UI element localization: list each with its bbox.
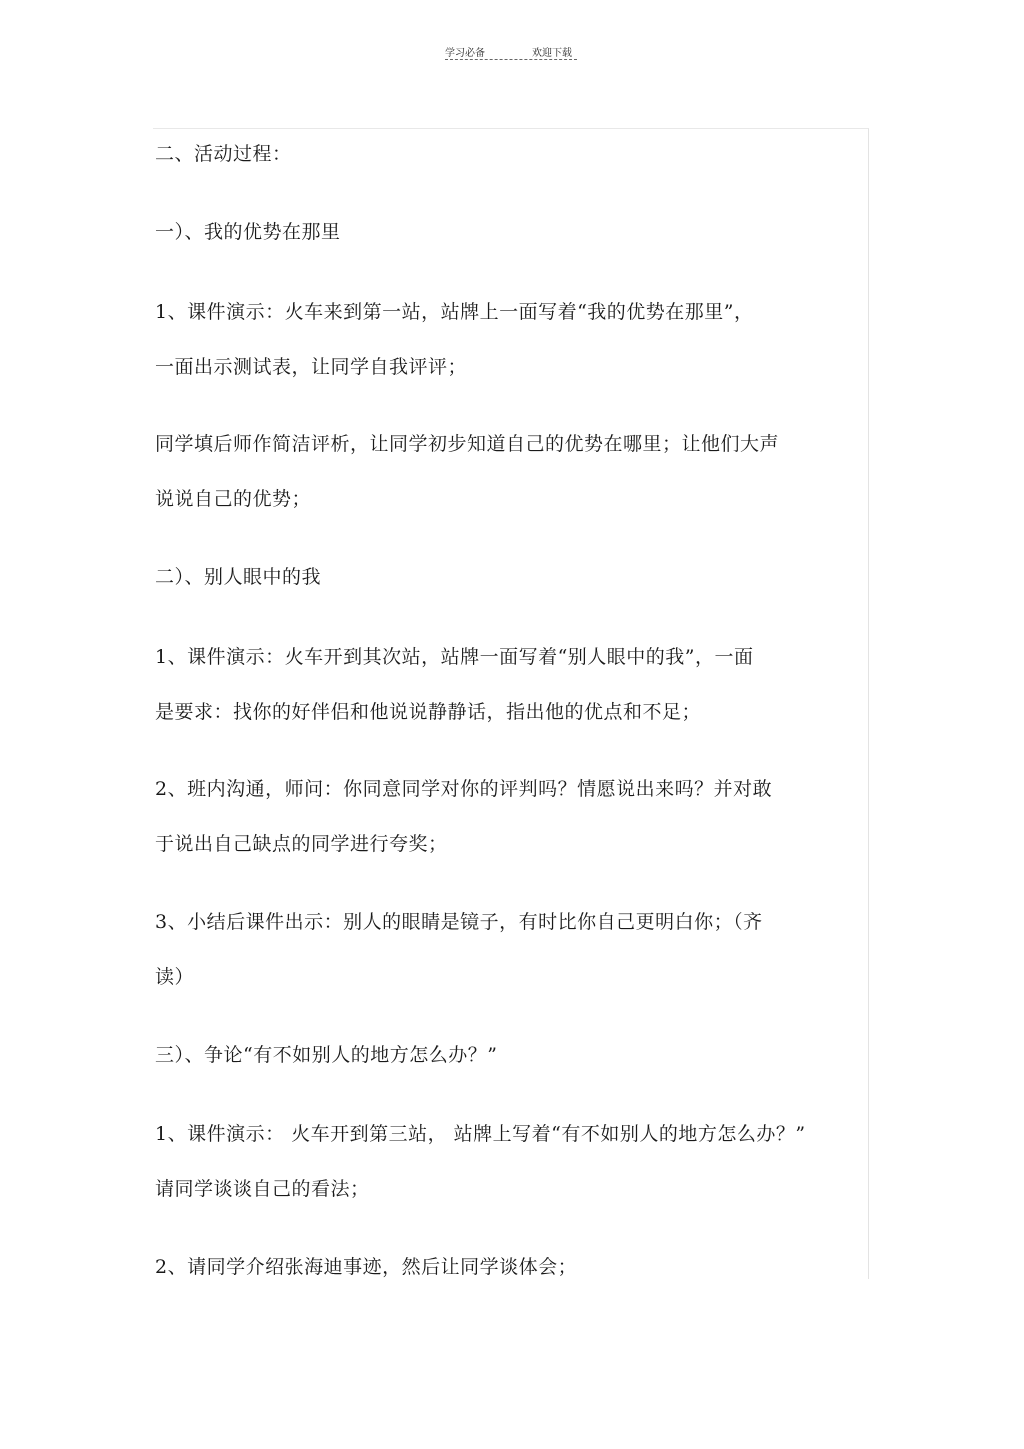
- paragraph-line: 一面出示测试表，让同学自我评评；: [155, 356, 468, 378]
- paragraph-line: 1、课件演示：火车开到其次站，站牌一面写着“别人眼中的我”，一面: [155, 646, 754, 668]
- section-heading: 二、活动过程：: [155, 143, 292, 165]
- paragraph-line: 1、课件演示： 火车开到第三站， 站牌上写着“有不如别人的地方怎么办？”: [155, 1123, 806, 1145]
- header-left-text: 学习必备: [445, 48, 485, 59]
- paragraph-line: 是要求：找你的好伴侣和他说说静静话，指出他的优点和不足；: [155, 701, 702, 723]
- paragraph-line: 2、班内沟通，师问：你同意同学对你的评判吗？情愿说出来吗？并对敢: [155, 778, 773, 800]
- paragraph-line: 3、小结后课件出示：别人的眼睛是镜子，有时比你自己更明白你；（齐: [155, 911, 763, 933]
- subsection-heading: 二）、别人眼中的我: [155, 566, 322, 588]
- paragraph-line: 1、课件演示：火车来到第一站，站牌上一面写着“我的优势在那里”，: [155, 301, 754, 323]
- paragraph-line: 读）: [155, 966, 195, 988]
- paragraph-line: 说说自己的优势；: [155, 488, 312, 510]
- subsection-heading: 一）、我的优势在那里: [155, 221, 341, 243]
- header-right-text: 欢迎下载: [532, 48, 572, 59]
- paragraph-line: 2、请同学介绍张海迪事迹，然后让同学谈体会；: [155, 1256, 578, 1278]
- paragraph-line: 请同学谈谈自己的看法；: [155, 1178, 370, 1200]
- subsection-heading: 三）、争论“有不如别人的地方怎么办？”: [155, 1044, 498, 1066]
- paragraph-line: 于说出自己缺点的同学进行夸奖；: [155, 833, 448, 855]
- header-divider: [445, 59, 577, 60]
- paragraph-line: 同学填后师作简洁评析，让同学初步知道自己的优势在哪里；让他们大声: [155, 433, 780, 455]
- page-header: [445, 41, 577, 63]
